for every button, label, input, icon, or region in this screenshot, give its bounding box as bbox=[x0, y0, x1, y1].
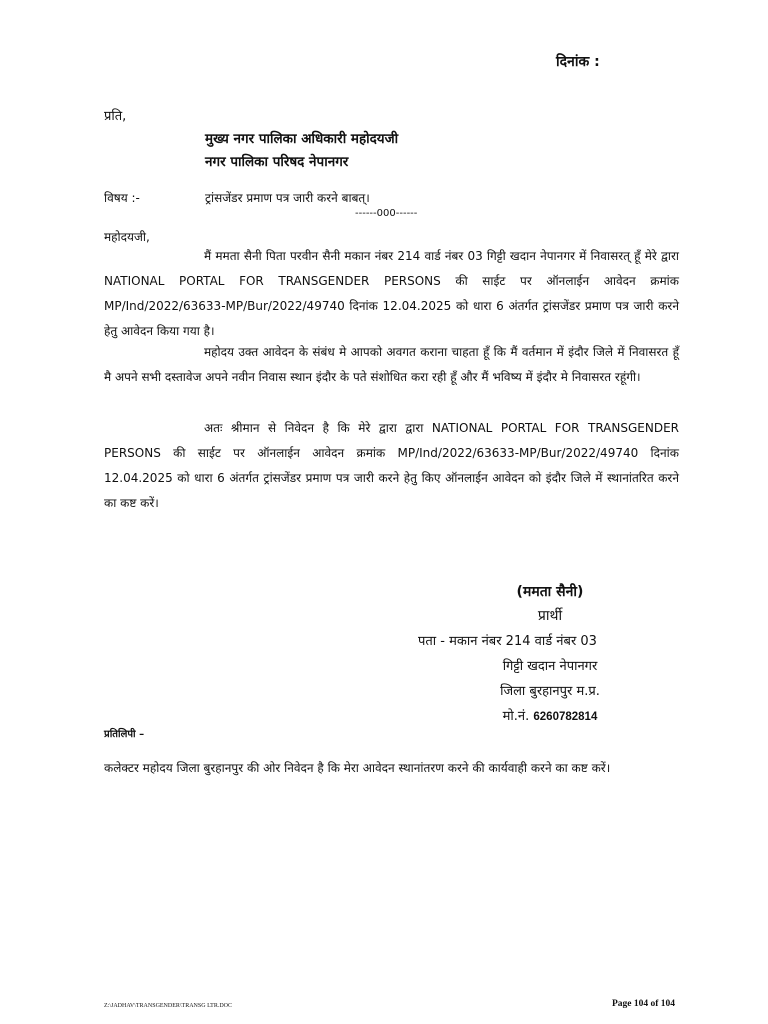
body-paragraph-1 bbox=[104, 244, 679, 344]
date-label: दिनांक : bbox=[556, 54, 600, 70]
signature-address-line2: गिट्टी खदान नेपानगर bbox=[502, 659, 598, 674]
subject-label: विषय :- bbox=[104, 191, 140, 205]
copy-text: कलेक्टर महोदय जिला बुरहानपुर की ओर निवेदन है कि मेरा आवेदन स्थानांतरण करने की कार्यवाही करने का कष्ट करें। bbox=[104, 761, 611, 775]
recipient-prefix: प्रति, bbox=[104, 109, 127, 124]
footer-file-path: Z:\JADHAV\TRANSGENDER\TRANSG LTR.DOC bbox=[104, 1003, 233, 1009]
body-paragraph-2-text: महोदय उक्त आवेदन के संबंध मे आपको अवगत कराना चाहता हूँ कि मैं वर्तमान में इंदौर जिले में निवासरत हूँ मै अपने सभी दस्तावेज अपने नवीन निवास स्थान इंदौर के पते संशोधित करा रही हूँ और मैं भविष्य में इंदौर मे निवासरत रहूंगी। bbox=[104, 345, 679, 384]
body-paragraph-3 bbox=[104, 416, 679, 516]
signature-address-line3: जिला बुरहानपुर म.प्र. bbox=[500, 684, 600, 699]
signature-role: प्रार्थी bbox=[537, 608, 563, 624]
body-paragraph-3-text: अतः श्रीमान से निवेदन है कि मेरे द्वारा द्वारा NATIONAL PORTAL FOR TRANSGENDER PERSONS की साईट पर ऑनलाईन आवेदन क्रमांक MP/Ind/2022/63633-MP/Bur/2022/49740 दिनांक 12.04.2025 को धारा 6 अंतर्गत ट्रांसजेंडर प्रमाण पत्र जारी करने हेतु किए ऑनलाईन आवेदन को इंदौर जिले में स्थानांतरित करने का कष्ट करें। bbox=[104, 421, 679, 510]
footer-page-number: Page 104 of 104 bbox=[612, 999, 676, 1009]
signature-name: (ममता सैनी) bbox=[516, 584, 584, 600]
recipient-line1: मुख्य नगर पालिका अधिकारी महोदयजी bbox=[205, 131, 399, 147]
signature-mobile bbox=[400, 706, 700, 724]
body-paragraph-1-text: मैं ममता सैनी पिता परवीन सैनी मकान नंबर 214 वार्ड नंबर 03 गिट्टी खदान नेपानगर में निवासरत् हूँ मेरे द्वारा NATIONAL PORTAL FOR TRANSGENDER PERSONS की साईट पर ऑनलाईन आवेदन क्रमांक MP/Ind/2022/63633-MP/Bur/2022/49740 दिनांक 12.04.2025 को धारा 6 अंतर्गत ट्रांसजेंडर प्रमाण पत्र जारी करने हेतु आवेदन किया गया है। bbox=[104, 249, 679, 338]
body-paragraph-2 bbox=[104, 340, 679, 390]
mobile-number: 6260782814 bbox=[533, 711, 598, 723]
recipient-block bbox=[205, 128, 398, 174]
mobile-label: मो.नं. bbox=[502, 709, 530, 724]
subject-text: ट्रांसजेंडर प्रमाण पत्र जारी करने बाबत्। bbox=[205, 191, 370, 205]
subject-separator: ------000------ bbox=[355, 208, 418, 219]
salutation: महोदयजी, bbox=[104, 230, 150, 244]
recipient-line2: नगर पालिका परिषद नेपानगर bbox=[205, 154, 349, 170]
signature-address-line1: पता - मकान नंबर 214 वार्ड नंबर 03 bbox=[418, 634, 597, 649]
copy-label: प्रतिलिपी – bbox=[104, 729, 145, 740]
